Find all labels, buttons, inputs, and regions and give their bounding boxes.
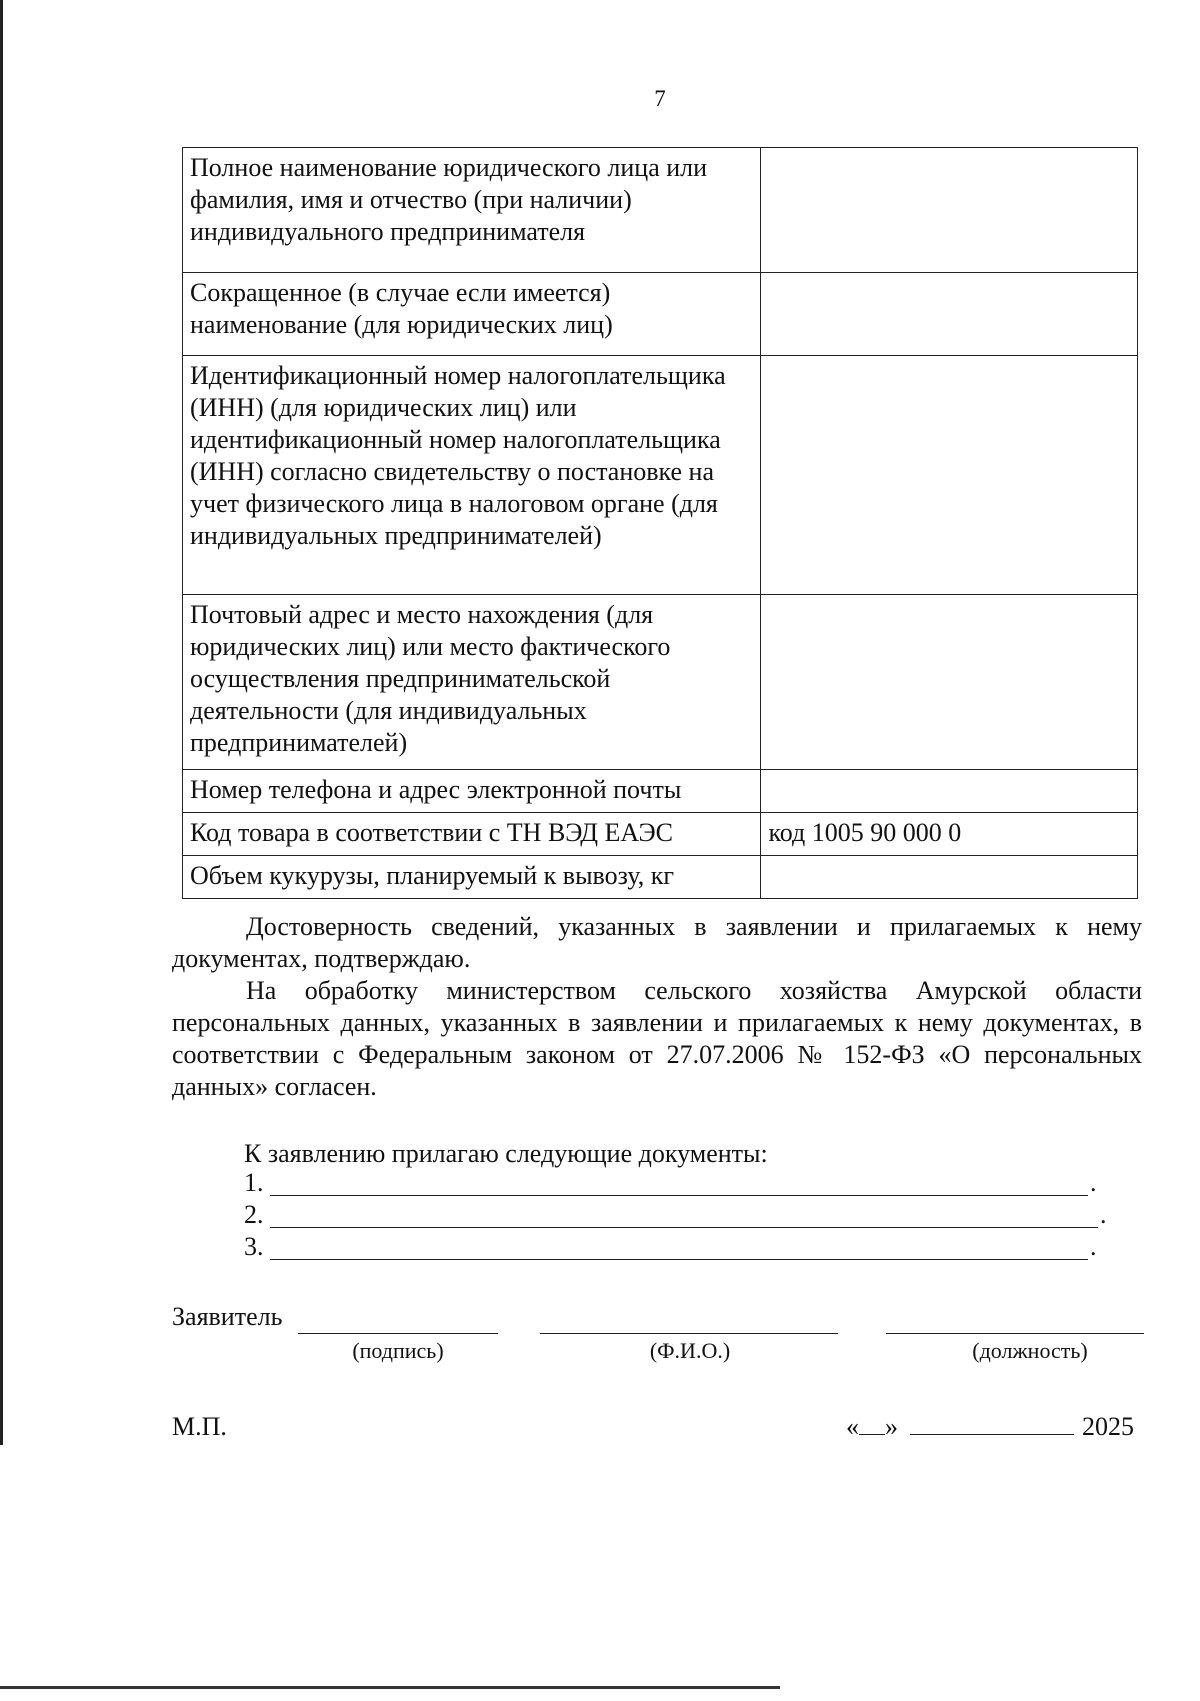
confirmation-paragraph — [172, 911, 1142, 975]
table-row — [183, 148, 1138, 273]
consent-paragraph — [172, 975, 1142, 1103]
attachment-blank — [270, 1227, 1098, 1228]
position-line[interactable] — [886, 1333, 1144, 1334]
signature-line[interactable] — [298, 1333, 498, 1334]
attachment-end: . — [1100, 1200, 1107, 1229]
row-label-volume: Объем кукурузы, планируемый к вывозу, кг — [183, 856, 761, 899]
attachment-end: . — [1090, 1232, 1097, 1261]
applicant-info-table — [182, 147, 1138, 899]
attachments-heading: К заявлению прилагаю следующие документы: — [244, 1139, 768, 1168]
table-row — [183, 770, 1138, 813]
date-close-quote: » — [885, 1412, 898, 1441]
table-row — [183, 595, 1138, 770]
row-value-contacts[interactable] — [761, 770, 1138, 813]
attachment-blank — [270, 1259, 1088, 1260]
row-value-address[interactable] — [761, 595, 1138, 770]
full-name-caption: (Ф.И.О.) — [649, 1338, 731, 1363]
position-caption: (должность) — [972, 1338, 1088, 1363]
scan-left-edge — [0, 0, 3, 1445]
table-row — [183, 273, 1138, 356]
row-label-full-name: Полное наименование юридического лица или фамилия, имя и отчество (при наличии) индивидуального предпринимателя — [183, 148, 761, 273]
page-number: 7 — [654, 86, 666, 111]
table-row — [183, 813, 1138, 856]
full-name-line[interactable] — [540, 1333, 838, 1334]
attachment-number: 1. — [244, 1168, 264, 1197]
applicant-label: Заявитель — [172, 1302, 283, 1331]
row-label-address: Почтовый адрес и место нахождения (для юридических лиц) или место фактического осуществления предпринимательской деятельности (для индивидуальных предпринимателей) — [183, 595, 761, 770]
row-value-product-code: код 1005 90 000 0 — [761, 813, 1138, 856]
date-field[interactable] — [846, 1412, 1134, 1442]
confirmation-text: Достоверность сведений, указанных в заявлении и прилагаемых к нему документах, подтверждаю. — [172, 912, 1142, 973]
row-label-product-code: Код товара в соответствии с ТН ВЭД ЕАЭС — [183, 813, 761, 856]
row-label-inn: Идентификационный номер налогоплательщика (ИНН) (для юридических лиц) или идентификационный номер налогоплательщика (ИНН) согласно свидетельству о постановке на учет физического лица в налоговом органе (для индивидуальных предпринимателей) — [183, 356, 761, 595]
stamp-place-label: М.П. — [172, 1412, 227, 1441]
table-row — [183, 856, 1138, 899]
consent-text: На обработку министерством сельского хозяйства Амурской области персональных данных, указанных в заявлении и прилагаемых к нему документах, в соответствии с Федеральным законом от 27.07.2006 № 152-ФЗ «О персональных данных» согласен. — [172, 976, 1142, 1101]
row-value-inn[interactable] — [761, 356, 1138, 595]
date-year: 2025 — [1082, 1412, 1134, 1441]
table-row — [183, 356, 1138, 595]
day-blank[interactable] — [859, 1412, 885, 1435]
signature-caption: (подпись) — [352, 1338, 444, 1363]
row-value-volume[interactable] — [761, 856, 1138, 899]
scan-bottom-edge — [0, 1686, 780, 1689]
attachment-number: 2. — [244, 1200, 264, 1229]
row-value-short-name[interactable] — [761, 273, 1138, 356]
row-label-short-name: Сокращенное (в случае если имеется) наименование (для юридических лиц) — [183, 273, 761, 356]
month-blank[interactable] — [910, 1412, 1074, 1435]
date-open-quote: « — [846, 1412, 859, 1441]
attachment-number: 3. — [244, 1232, 264, 1261]
row-value-full-name[interactable] — [761, 148, 1138, 273]
row-label-contacts: Номер телефона и адрес электронной почты — [183, 770, 761, 813]
attachment-blank — [270, 1195, 1088, 1196]
attachment-end: . — [1090, 1168, 1097, 1197]
